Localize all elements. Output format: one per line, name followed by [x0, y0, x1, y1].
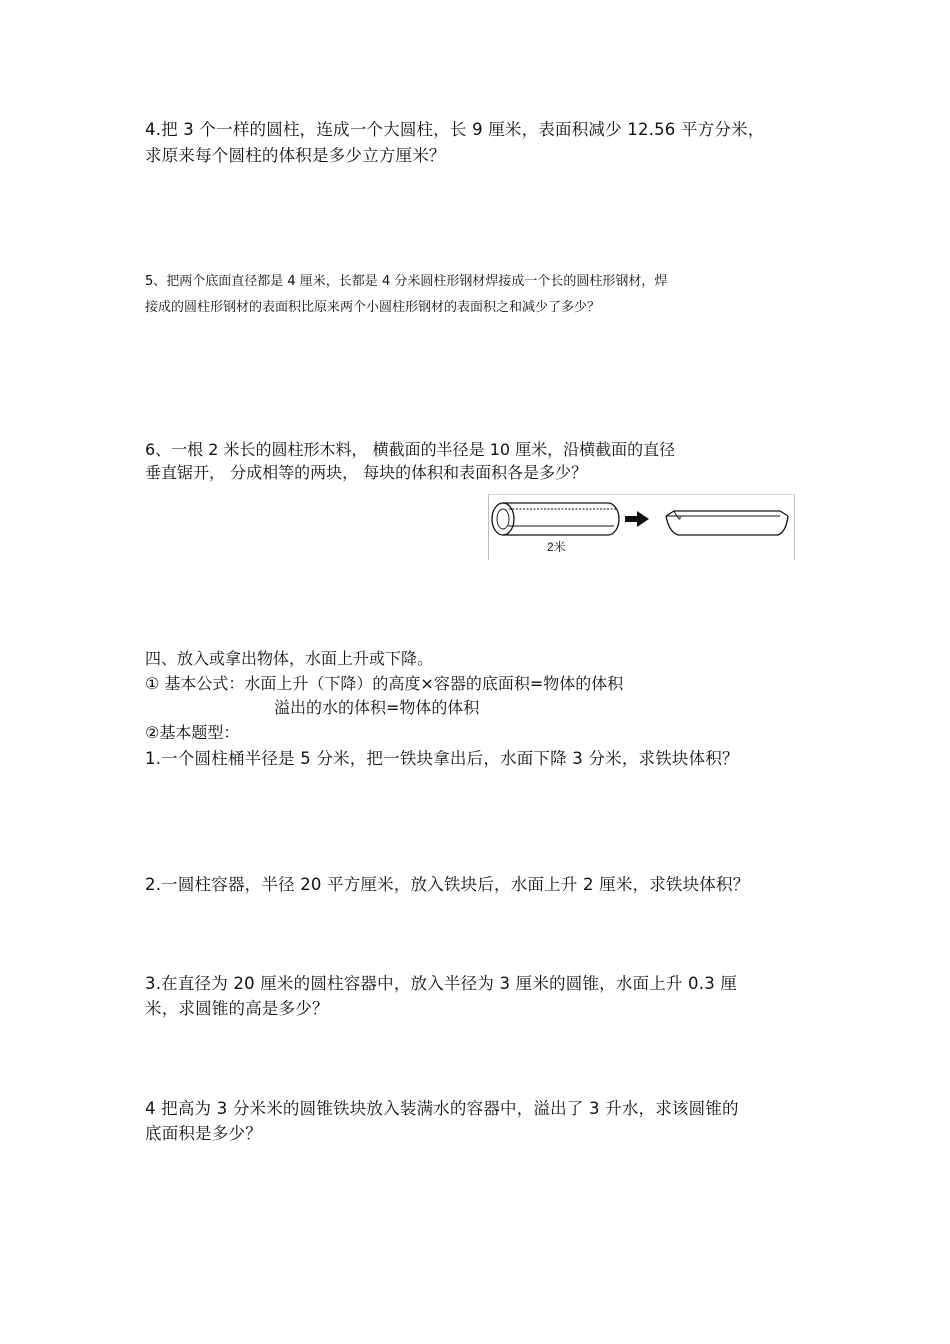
problem-5-line-2: 接成的圆柱形钢材的表面积比原来两个小圆柱形钢材的表面积之和减少了多少？ [145, 300, 601, 315]
problem-4-line-2: 求原来每个圆柱的体积是多少立方厘米？ [145, 146, 446, 165]
basic-formula-line-2: 溢出的水的体积=物体的体积 [274, 698, 480, 717]
half-cylinder-end-face [674, 511, 680, 519]
problem-6-line-1: 6、一根 2 米长的圆柱形木料， 横截面的半径是 10 厘米，沿横截面的直径 [145, 440, 676, 459]
question-2: 2.一圆柱容器，半径 20 平方厘米，放入铁块后，水面上升 2 厘米，求铁块体积？ [145, 875, 750, 894]
section-4-heading: 四、放入或拿出物体，水面上升或下降。 [145, 649, 434, 668]
full-cylinder [492, 503, 619, 535]
question-3-line-1: 3.在直径为 20 厘米的圆柱容器中，放入半径为 3 厘米的圆锥，水面上升 0.3 厘 [145, 974, 738, 993]
cylinder-left-end-inner [497, 509, 509, 529]
question-1: 1.一个圆柱桶半径是 5 分米，把一铁块拿出后，水面下降 3 分米，求铁块体积？ [145, 749, 739, 768]
problem-4-line-1: 4.把 3 个一样的圆柱，连成一个大圆柱，长 9 厘米，表面积减少 12.56 平方分米， [145, 120, 765, 139]
cylinder-diagram [488, 494, 794, 560]
problem-5-line-1: 5、把两个底面直径都是 4 厘米，长都是 4 分米圆柱形钢材焊接成一个长的圆柱形钢材，焊 [145, 274, 668, 289]
half-cylinder-top-face [666, 511, 788, 516]
question-4b-line-1: 4 把高为 3 分米米的圆锥铁块放入装满水的容器中，溢出了 3 升水，求该圆锥的 [145, 1099, 739, 1118]
cylinder-right-end [608, 503, 619, 535]
figure-length-label: 2米 [547, 540, 566, 554]
cylinder-cut-figure [488, 494, 794, 560]
half-cylinder-curved-body [666, 516, 788, 535]
arrow-icon [625, 511, 649, 527]
question-4b-line-2: 底面积是多少？ [145, 1124, 262, 1143]
question-3-line-2: 米，求圆锥的高是多少？ [145, 999, 329, 1018]
cylinder-left-end [492, 503, 514, 535]
half-cylinder [666, 511, 788, 535]
basic-types-heading: ②基本题型： [145, 723, 240, 742]
basic-formula-line-1: ① 基本公式：水面上升（下降）的高度×容器的底面积=物体的体积 [145, 674, 624, 693]
problem-6-line-2: 垂直锯开， 分成相等的两块， 每块的体积和表面积各是多少？ [145, 463, 588, 482]
